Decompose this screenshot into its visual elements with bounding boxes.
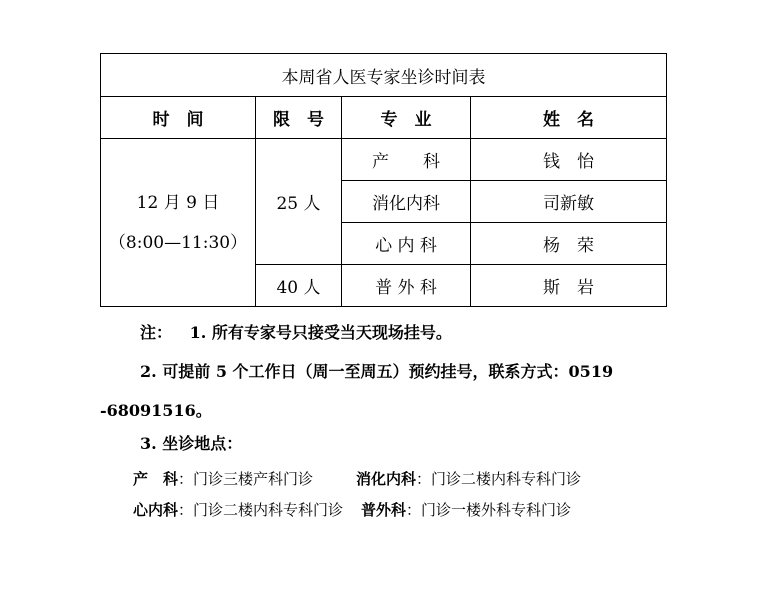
location-label: 心内科	[133, 501, 179, 519]
time-range-text: （8:00—11:30）	[108, 232, 248, 253]
location-item	[133, 468, 313, 489]
header-specialty: 专 业	[342, 97, 471, 139]
location-text: 门诊二楼内科专科门诊	[193, 501, 344, 519]
note-1	[140, 320, 452, 343]
doctor-name-cell: 杨 荣	[471, 223, 667, 265]
location-item	[356, 468, 581, 489]
note-3: 3. 坐诊地点：	[140, 434, 243, 453]
note-prefix: 注：	[140, 323, 173, 342]
header-name: 姓 名	[471, 97, 667, 139]
location-label: 产 科	[133, 470, 179, 488]
location-separator: ：	[406, 501, 422, 519]
schedule-table	[100, 53, 667, 307]
specialty-cell: 消化内科	[342, 181, 471, 223]
location-text: 门诊二楼内科专科门诊	[431, 470, 582, 488]
note-1-text: 1. 所有专家号只接受当天现场挂号。	[189, 323, 452, 342]
table-title: 本周省人医专家坐诊时间表	[101, 54, 667, 97]
location-label: 消化内科	[356, 470, 417, 488]
limit-cell-1: 25 人	[256, 139, 342, 265]
specialty-cell: 产 科	[342, 139, 471, 181]
location-item	[361, 499, 571, 520]
location-separator: ：	[416, 470, 432, 488]
header-limit: 限 号	[256, 97, 342, 139]
location-separator: ：	[178, 501, 194, 519]
location-label: 普外科	[361, 501, 407, 519]
note-2-line-2: -68091516。	[100, 401, 212, 420]
specialty-cell: 普 外 科	[342, 265, 471, 307]
table-row	[101, 139, 667, 181]
table-header-row	[101, 97, 667, 139]
doctor-name-cell: 钱 怡	[471, 139, 667, 181]
location-text: 门诊一楼外科专科门诊	[421, 501, 572, 519]
specialty-cell: 心 内 科	[342, 223, 471, 265]
header-time: 时 间	[101, 97, 256, 139]
location-text: 门诊三楼产科门诊	[193, 470, 314, 488]
doctor-name-cell: 斯 岩	[471, 265, 667, 307]
location-separator: ：	[178, 470, 194, 488]
doctor-name-cell: 司新敏	[471, 181, 667, 223]
limit-cell-2: 40 人	[256, 265, 342, 307]
note-2-line-1: 2. 可提前 5 个工作日（周一至周五）预约挂号，联系方式：0519	[140, 362, 614, 381]
date-cell	[101, 139, 256, 307]
date-text: 12 月 9 日	[136, 192, 220, 213]
location-item	[133, 499, 343, 520]
